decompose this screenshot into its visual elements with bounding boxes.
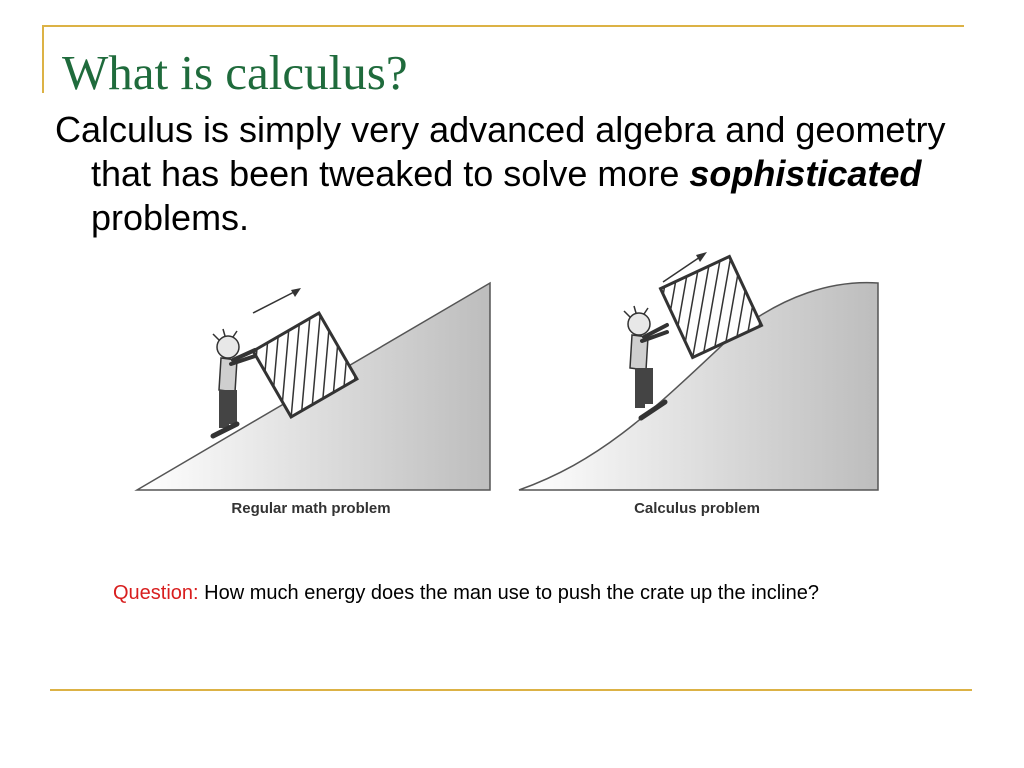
frame-left-line (42, 25, 44, 93)
frame-top-line (42, 25, 964, 27)
question-text (113, 578, 943, 609)
right-caption: Calculus problem (634, 500, 760, 517)
question-body: How much energy does the man use to push the crate up the incline? (198, 582, 819, 604)
slide-title: What is calculus? (62, 45, 408, 100)
slide-body-text (55, 108, 981, 240)
man-left (213, 329, 255, 436)
incline-illustration (133, 240, 888, 530)
arrow-left (253, 288, 301, 313)
question-label: Question: (113, 582, 199, 604)
left-caption: Regular math problem (231, 500, 391, 517)
body-text-start: Calculus is simply very advanced algebra and geometry that has been tweaked to solve more (55, 109, 946, 194)
body-text-emphasis: sophisticated (689, 153, 922, 194)
body-text-end: problems. (91, 197, 250, 238)
frame-bottom-line (50, 689, 972, 691)
